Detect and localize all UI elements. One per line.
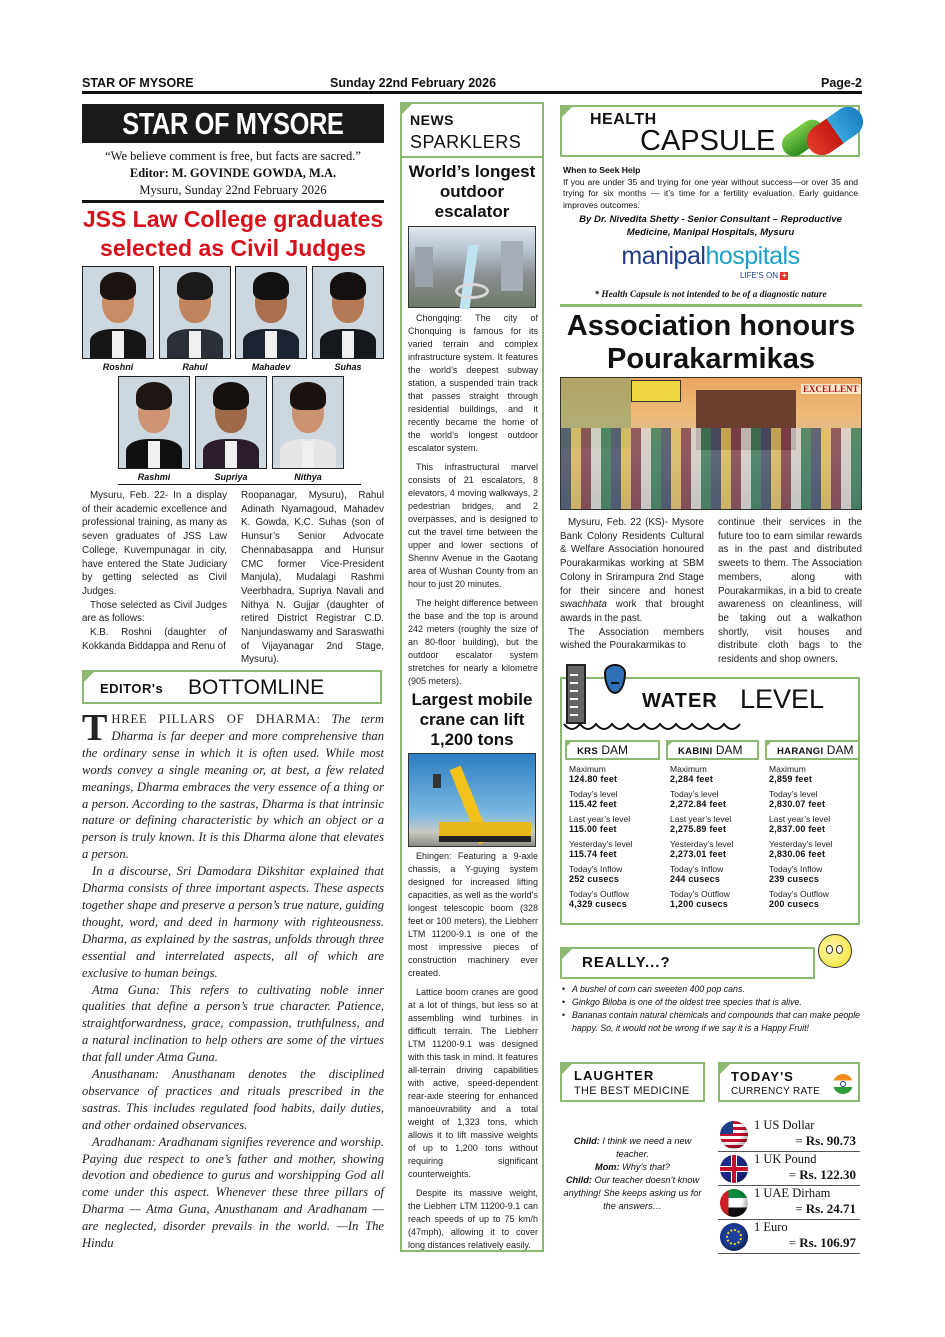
stat-label: Yesterday’s level — [769, 839, 833, 849]
paragraph: Those selected as Civil Judges are as follows: — [82, 599, 227, 625]
corner-tab-icon — [560, 947, 574, 961]
dam-header-harangi — [765, 740, 860, 760]
association-headline — [555, 310, 867, 376]
stat-value: 2,275.89 feet — [670, 824, 727, 834]
rate-value: Rs. 90.73 — [805, 1133, 856, 1148]
joke-line — [560, 1174, 705, 1213]
stat-value: 2,830.07 feet — [769, 799, 826, 809]
paper-name: STAR OF MYSORE — [82, 76, 194, 90]
rate-value: Rs. 106.97 — [799, 1235, 856, 1250]
equals-sign: = — [795, 1133, 806, 1148]
stat-label: Today’s level — [569, 789, 618, 799]
currency-header — [718, 1062, 860, 1102]
currency-rate — [795, 1201, 856, 1217]
laughter-header — [560, 1062, 705, 1102]
paragraph: K.B. Roshni (daughter of Kokkanda Biddappa and Renu of — [82, 627, 227, 652]
paragraph: Aradhanam: Aradhanam signifies reverence and worship. Paying due respect to one’s father and mother, showing devotion and obedience to gurus and worshipping God all come under this aspect. Whenever these three pillars of Dharma — Atma Guna, Anusthanam and Aradhanam — are neglected, disorder prevails in the world. — [82, 1134, 384, 1234]
photo-caption: Roshni — [102, 362, 134, 372]
section-label-big: SPARKLERS — [410, 132, 522, 152]
lead-headline-line1: JSS Law College graduates — [82, 206, 384, 232]
health-text: If you are under 35 and trying for one year without success—or over 35 and trying for six months — it’s time for a fertility evaluation. Early guidance improves outcomes. — [563, 176, 858, 210]
association-col2 — [718, 516, 862, 667]
crane-story — [408, 850, 538, 1258]
joke-line — [560, 1161, 705, 1174]
stat-value: 2,273.01 feet — [670, 849, 727, 859]
stat-value: 2,830.06 feet — [769, 849, 826, 859]
dateline: Mysuru, Sunday 22nd February 2026 — [139, 183, 327, 197]
health-byline: By Dr. Nivedita Shetty - Senior Consultant – Reproductive Medicine, Manipal Hospitals, Mysuru — [579, 214, 842, 238]
section-label-small: NEWS — [410, 112, 454, 128]
india-flag-icon — [833, 1074, 853, 1094]
water-label-small: WATER — [642, 690, 718, 712]
stat-label: Last year’s level — [769, 814, 831, 824]
photo-caption: Suhas — [334, 362, 362, 372]
equals-sign: = — [788, 1167, 800, 1182]
section-label: REALLY...? — [582, 954, 671, 971]
health-subhead: When to Seek Help — [563, 165, 641, 175]
corner-tab-icon — [765, 740, 773, 748]
crane-photo — [408, 753, 536, 847]
divider — [560, 304, 862, 307]
stat-value: 115.00 feet — [569, 824, 617, 834]
tagline-text: LIFE'S ON — [740, 271, 778, 280]
fact-item: • A bushel of corn can sweeten 400 pop cans. — [562, 983, 862, 996]
drop-cap: T — [82, 707, 108, 749]
corner-tab-icon — [565, 740, 573, 748]
corner-tab-icon — [718, 1062, 732, 1076]
really-facts — [562, 983, 862, 1035]
capsule-pills-icon — [778, 108, 868, 163]
judge-photo — [159, 266, 231, 359]
dam-suffix: DAM — [601, 743, 628, 757]
stat-value: 124.80 feet — [569, 774, 618, 784]
judge-photo — [235, 266, 307, 359]
judge-photo — [195, 376, 267, 469]
joke-text — [560, 1135, 705, 1213]
speaker: Mom: — [595, 1162, 620, 1172]
judge-photo — [272, 376, 344, 469]
currency-rate — [789, 1235, 856, 1251]
stat-value: 239 cusecs — [769, 874, 820, 884]
currency-rate — [795, 1133, 856, 1149]
association-photo — [560, 377, 862, 510]
escalator-photo — [408, 226, 536, 308]
line-text: I think we need a new teacher. — [599, 1136, 692, 1159]
masthead-info — [82, 148, 384, 199]
escalator-headline: World’s longest outdoor escalator — [408, 162, 536, 221]
rate-value: Rs. 24.71 — [805, 1201, 856, 1216]
paragraph: Despite its massive weight, the Liebherr LTM 11200-9.1 can reach speeds of up to 75 km/h (47mph), allowing it to cover long distances relatively easily. — [408, 1188, 538, 1250]
health-capsule-body — [563, 165, 858, 211]
stat-label: Maximum — [769, 764, 806, 774]
source-credit: —In The Hindu — [82, 1219, 384, 1251]
us-flag-icon — [720, 1121, 748, 1149]
stat-value: 200 cusecs — [769, 899, 820, 909]
paragraph: Mysuru, Feb. 22- In a display of their academic excellence and professional training, as many as seven graduates of JSS Law College, Kuvempunagar in city, have entered the State Judiciary by getting selected as Civil Judges. — [82, 490, 227, 597]
escalator-story — [408, 312, 538, 694]
stat-label: Today’s Outflow — [569, 889, 629, 899]
currency-unit: 1 UAE Dirham — [754, 1186, 831, 1200]
editorial-body — [82, 707, 384, 1252]
photo-caption: Supriya — [214, 472, 248, 482]
editor-line: Editor: M. GOVINDE GOWDA, M.A. — [129, 166, 337, 180]
section-label-big: CAPSULE — [640, 125, 776, 157]
stat-label: Today’s level — [670, 789, 719, 799]
lead-headline — [82, 205, 384, 263]
lead-story-col2 — [241, 489, 384, 667]
currency-rate — [789, 1167, 856, 1183]
section-label-big: BOTTOMLINE — [188, 676, 325, 699]
corner-tab-icon — [82, 670, 96, 684]
stat-label: Today’s Outflow — [769, 889, 829, 899]
stat-value: 252 cusecs — [569, 874, 620, 884]
joke-line — [560, 1135, 705, 1161]
crane-headline: Largest mobile crane can lift 1,200 tons — [411, 690, 533, 749]
text: work that brought awards in the past. — [560, 599, 704, 624]
issue-date: Sunday 22nd February 2026 — [330, 76, 497, 90]
judge-photo — [82, 266, 154, 359]
editorial-title: HREE PILLARS OF DHARMA: — [111, 712, 321, 726]
page-number: Page-2 — [821, 76, 862, 90]
corner-tab-icon — [666, 740, 674, 748]
section-label-big: LAUGHTER — [574, 1068, 655, 1083]
dam-stats-harangi — [769, 764, 864, 914]
stat-value: 115.74 feet — [569, 849, 617, 859]
photo-caption: Rashmi — [137, 472, 171, 482]
paragraph: The height difference between the base and the top is around 242 meters (roughly the size of an 80-floor building), but the outdoor escalator system stretches for nearly a kilometre (905 meters). — [408, 598, 538, 686]
dam-name: KABINI — [678, 746, 713, 757]
logo-part2: hospitals — [705, 242, 800, 270]
paragraph: The term Dharma is far deeper and more comprehensive than the ordinary sense in which it is often used. While most words convey a single meaning or, at best, a few related meanings, Dharma embraces the very essence of a thing or a person. According to the sastras, Dharma is that intrinsic nature or defining characteristic by which an object or a person is truly known. It is this Dharma alone that elevates a person. — [82, 712, 384, 862]
shop-sign: EXCELLENT — [803, 384, 859, 394]
paragraph: Lattice boom cranes are good at a lot of things, but less so at assembling wind turbines in difficult terrain. The Liebherr LTM 11200-9.1 was designed with this task in mind. It features all-terrain driving capabilities with active, speed-dependent rear-axle steering for enhanced manoeuvrability and a total weight of 1,323 tons, which allows it to lift massive weights of up to 1,200 tons without requiring significant counterweights. — [408, 987, 538, 1179]
caption-rule — [118, 484, 361, 485]
currency-row — [718, 1186, 860, 1220]
rate-value: Rs. 122.30 — [799, 1167, 856, 1182]
lead-headline-line2: selected as Civil Judges — [100, 235, 366, 261]
currency-row — [718, 1220, 860, 1254]
eu-flag-icon — [720, 1223, 748, 1251]
stat-value: 1,200 cusecs — [670, 899, 728, 909]
stat-label: Today’s Outflow — [670, 889, 730, 899]
stat-value: 244 cusecs — [670, 874, 721, 884]
dam-header-kabini — [666, 740, 759, 760]
uk-flag-icon — [720, 1155, 748, 1183]
currency-row — [718, 1118, 860, 1152]
plus-icon: + — [781, 271, 787, 280]
speaker: Child: — [565, 1175, 592, 1185]
divider — [82, 200, 384, 203]
speaker: Child: — [573, 1136, 600, 1146]
currency-row — [718, 1152, 860, 1186]
stat-label: Today’s level — [769, 789, 818, 799]
paragraph: Atma Guna: This refers to cultivating noble inner qualities that define a person’s true character. Patience, straightforwardness, grace, compassion, truthfulness, and a natural inclination to help others are some of the virtues that fall under Atma Guna. — [82, 982, 384, 1065]
health-disclaimer: * Health Capsule is not intended to be of a diagnostic nature — [594, 290, 827, 300]
text: Mysuru, Feb. 22 (KS)- Mysore Bank Colony Residents Cultural & Welfare Association honoured Pourakarmikas working at SBM Colony in Srirampura 2nd Stage for their sincere and honest — [560, 517, 704, 597]
currency-unit: 1 Euro — [754, 1220, 788, 1234]
stat-label: Yesterday’s level — [670, 839, 734, 849]
water-label-big: LEVEL — [740, 684, 825, 714]
stat-value: 2,284 feet — [670, 774, 714, 784]
motto: “We believe comment is free, but facts are sacred.” — [105, 149, 361, 163]
page-header-bar — [82, 76, 862, 94]
news-sparklers-header — [400, 102, 544, 158]
association-col1 — [560, 516, 704, 653]
really-header — [560, 947, 815, 979]
currency-unit: 1 US Dollar — [754, 1118, 815, 1132]
paragraph: This infrastructural marvel consists of 21 escalators, 8 elevators, 4 moving walkways, 2 pedestrian bridges, and 2 overpasses, and is designed to cut the travel time between the upper and lower sections of Shennv Avenue in the Gaotang area of Wushan County from an hour to just 20 minutes. — [408, 462, 538, 589]
paragraph: In a discourse, Sri Damodara Dikshitar explained that Dharma consists of three important aspects. These aspects together shape and preserve a person’s true nature, guiding thought, word, and deed in harmony with righteousness. Dharma, as explained by the sastras, unfolds through three essential and interrelated aspects, all of which are exclusive to human beings. — [82, 864, 384, 980]
photo-caption: Rahul — [182, 362, 208, 372]
section-label-small: EDITOR's — [100, 681, 164, 696]
waves-icon — [562, 718, 752, 732]
section-label-small: CURRENCY RATE — [731, 1086, 821, 1097]
stat-value: 115.42 feet — [569, 799, 617, 809]
line-text: Why’s that? — [619, 1162, 670, 1172]
headline-line1: Association honours — [566, 310, 856, 342]
judge-photo — [312, 266, 384, 359]
currency-unit: 1 UK Pound — [754, 1152, 817, 1166]
uae-flag-icon — [720, 1189, 748, 1217]
gauge-icon — [566, 664, 586, 724]
dam-name: KRS — [577, 746, 598, 757]
paragraph: Anusthanam: Anusthanam denotes the disciplined observance of practices and rituals prescribed in the sastras. This includes regulated food habits, daily duties, and other ordained observances. — [82, 1067, 384, 1132]
paragraph: Roopanagar, Mysuru), Rahul Adinath Nyamagoud, Mahadev K. Gowda, K.C. Suhas (son of Hunsur’s Senior Advocate Chennabasappa and Hunsur CMC former Vice-President Manjula), Mudalagi Rashmi Veerbhadra, Supriya Navali and Nithya N. Gujjar (daughter of retired District Registrar C.D. Nanjundaswamy and Saraswathi of Vijayanagar 2nd Stage, Mysuru). — [241, 490, 384, 666]
dam-header-krs — [565, 740, 660, 760]
fact-item: • Bananas contain natural chemicals and compounds that can make people happy. So, it would not be wrong if we say it is a Happy Fruit! — [562, 1009, 862, 1035]
line-text: Our teacher doesn’t know anything! She keeps asking us for the answers… — [563, 1175, 702, 1211]
headline-line2: Pourakarmikas — [607, 343, 815, 375]
section-label-small: HEALTH — [590, 111, 657, 128]
stat-label: Today’s Inflow — [769, 864, 823, 874]
dam-name: HARANGI — [777, 746, 824, 757]
section-label-big: TODAY'S — [731, 1069, 794, 1084]
stat-label: Last year’s level — [569, 814, 631, 824]
dam-stats-kabini — [670, 764, 765, 914]
dam-suffix: DAM — [715, 743, 743, 757]
paragraph: Ehingen: Featuring a 9-axle chassis, a Y-guying system designed for increased lifting capacities, as well as the world’s longest telescopic boom (328 feet or 100 meters), the Liebherr LTM 11200-9.1 is one of the most impressive pieces of construction machinery ever created. — [408, 851, 538, 978]
equals-sign: = — [788, 1235, 800, 1250]
lead-story-col1 — [82, 489, 227, 653]
logo-part1: manipal — [621, 242, 706, 270]
paragraph: The Association members wished the Pourakarmikas to — [560, 626, 704, 652]
stat-value: 2,272.84 feet — [670, 799, 727, 809]
photo-caption: Mahadev — [251, 362, 291, 372]
manipal-logo — [563, 242, 858, 271]
stat-label: Last year’s level — [670, 814, 732, 824]
paragraph: Chongqing: The city of Chonquing is famous for its varied terrain and complex infrastructure system. It features the world’s deepest subway station, a suspended train track that passes straight through residential buildings, and it recently became the home of the world’s longest outdoor escalator system. — [408, 313, 538, 453]
stat-label: Yesterday’s level — [569, 839, 633, 849]
corner-tab-icon — [560, 105, 574, 119]
stat-value: 2,859 feet — [769, 774, 813, 784]
masthead-logo: STAR OF MYSORE — [82, 104, 384, 143]
stat-value: 4,329 cusecs — [569, 899, 627, 909]
section-label-small: THE BEST MEDICINE — [574, 1085, 690, 1097]
manipal-tagline — [740, 271, 788, 280]
fact-item: • Ginkgo Biloba is one of the oldest tree species that is alive. — [562, 996, 862, 1009]
dam-suffix: DAM — [826, 743, 854, 757]
judge-photo — [118, 376, 190, 469]
lightbulb-mascot-icon — [818, 934, 852, 968]
stat-label: Maximum — [569, 764, 606, 774]
corner-tab-icon — [560, 1062, 574, 1076]
text-italic: swachhata — [560, 599, 607, 611]
stat-label: Maximum — [670, 764, 707, 774]
stat-label: Today’s Inflow — [569, 864, 623, 874]
stat-label: Today’s Inflow — [670, 864, 724, 874]
equals-sign: = — [795, 1201, 806, 1216]
dam-stats-krs — [569, 764, 664, 914]
photo-caption: Nithya — [294, 472, 322, 482]
stat-value: 2,837.00 feet — [769, 824, 826, 834]
paragraph: continue their services in the future too to earn similar rewards as in the past and distributed sweets to them. The Association members, along with Pourakarmikas, in a bid to create awareness on cleanliness, will be taking out a walkathon shortly, visit houses and distribute cloth bags to the residents and shop owners. — [718, 517, 862, 666]
editors-bottomline-header — [82, 670, 382, 704]
